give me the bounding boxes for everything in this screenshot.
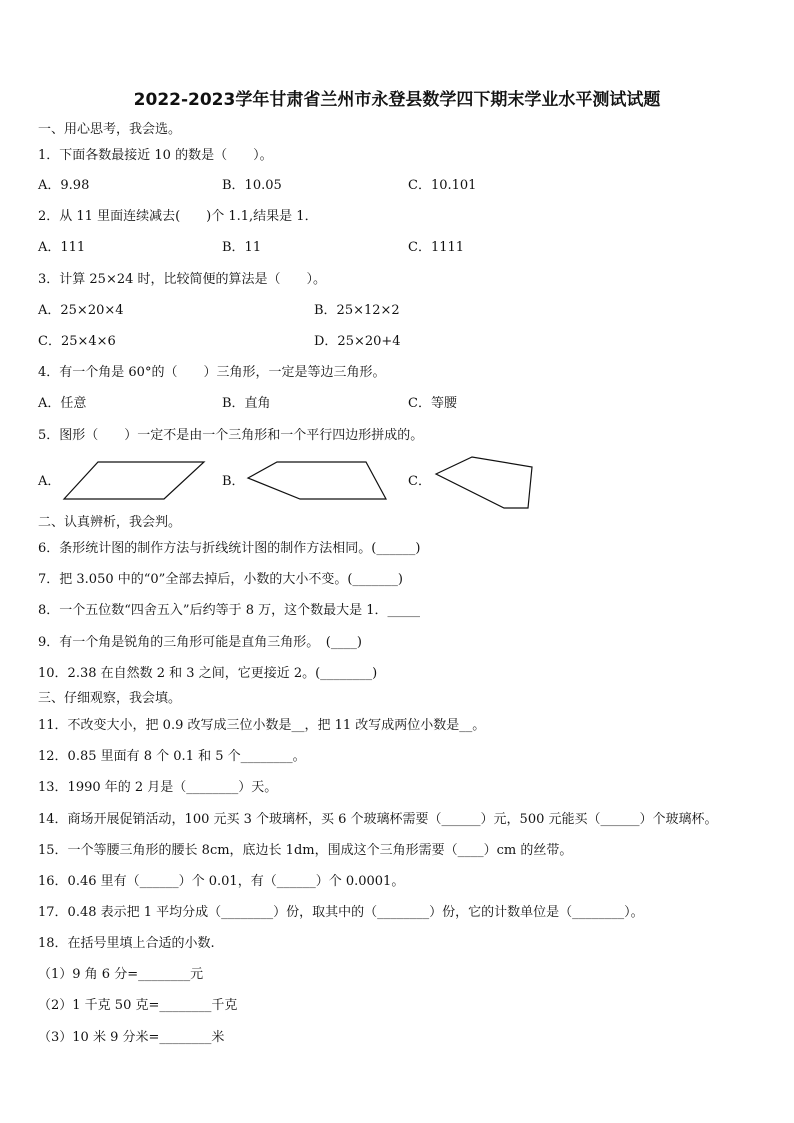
q18-item-2: （2）1 千克 50 克=________千克 bbox=[38, 998, 238, 1013]
q4-option-c: C．等腰 bbox=[408, 396, 457, 411]
question-11: 11．不改变大小，把 0.9 改写成三位小数是__，把 11 改写成两位小数是__。 bbox=[38, 718, 486, 733]
question-6: 6．条形统计图的制作方法与折线统计图的制作方法相同。(______) bbox=[38, 541, 421, 556]
q4-option-a: A．任意 bbox=[38, 396, 87, 411]
question-2: 2．从 11 里面连续减去( )个 1.1,结果是 1． bbox=[38, 209, 318, 224]
q18-item-3: （3）10 米 9 分米=________米 bbox=[38, 1030, 225, 1045]
question-14: 14．商场开展促销活动，100 元买 3 个玻璃杯，买 6 个玻璃杯需要（______）元，500 元能买（______）个玻璃杯。 bbox=[38, 812, 718, 827]
q5-option-b: B． bbox=[222, 474, 245, 489]
q1-option-a: A．9.98 bbox=[38, 178, 90, 193]
pentagon-figure-c bbox=[432, 454, 538, 512]
q2-option-c: C．1111 bbox=[408, 240, 465, 255]
q4-option-b: B．直角 bbox=[222, 396, 271, 411]
page-title: 2022-2023学年甘肃省兰州市永登县数学四下期末学业水平测试试题 bbox=[133, 90, 661, 110]
section-heading-fill: 三、仔细观察，我会填。 bbox=[38, 691, 182, 706]
q3-option-d: D．25×20+4 bbox=[314, 334, 401, 349]
question-9: 9．有一个角是锐角的三角形可能是直角三角形。 (____) bbox=[38, 635, 362, 650]
question-8: 8．一个五位数“四舍五入”后约等于 8 万，这个数最大是 1．_____ bbox=[38, 603, 421, 618]
q3-option-a: A．25×20×4 bbox=[38, 303, 124, 318]
question-12: 12．0.85 里面有 8 个 0.1 和 5 个________。 bbox=[38, 749, 306, 764]
question-15: 15．一个等腰三角形的腰长 8cm，底边长 1dm，围成这个三角形需要（____）cm 的丝带。 bbox=[38, 843, 573, 858]
q2-option-b: B．11 bbox=[222, 240, 262, 255]
q5-option-a: A． bbox=[38, 474, 61, 489]
parallelogram-figure-a bbox=[60, 458, 210, 504]
question-17: 17．0.48 表示把 1 平均分成（________）份，取其中的（________）份，它的计数单位是（________）。 bbox=[38, 905, 644, 920]
section-heading-judge: 二、认真辨析，我会判。 bbox=[38, 515, 182, 530]
question-18: 18．在括号里填上合适的小数. bbox=[38, 936, 215, 951]
question-4: 4．有一个角是 60°的（ ）三角形，一定是等边三角形。 bbox=[38, 365, 386, 380]
q3-option-c: C．25×4×6 bbox=[38, 334, 116, 349]
pentagon-figure-b bbox=[244, 458, 394, 504]
question-16: 16．0.46 里有（______）个 0.01，有（______）个 0.0001。 bbox=[38, 874, 405, 889]
question-7: 7．把 3.050 中的“0”全部去掉后，小数的大小不变。(_______) bbox=[38, 572, 403, 587]
question-5: 5．图形（ ）一定不是由一个三角形和一个平行四边形拼成的。 bbox=[38, 428, 424, 443]
q3-option-b: B．25×12×2 bbox=[314, 303, 400, 318]
question-1: 1．下面各数最接近 10 的数是（ ）。 bbox=[38, 148, 273, 163]
question-3: 3．计算 25×24 时，比较简便的算法是（ ）。 bbox=[38, 272, 327, 287]
question-13: 13．1990 年的 2 月是（________）天。 bbox=[38, 780, 278, 795]
section-heading-choice: 一、用心思考，我会选。 bbox=[38, 122, 182, 137]
q1-option-c: C．10.101 bbox=[408, 178, 477, 193]
q1-option-b: B．10.05 bbox=[222, 178, 282, 193]
question-10: 10．2.38 在自然数 2 和 3 之间，它更接近 2。(________) bbox=[38, 666, 378, 681]
q5-option-c: C． bbox=[408, 474, 431, 489]
q18-item-1: （1）9 角 6 分=________元 bbox=[38, 967, 204, 982]
q2-option-a: A．111 bbox=[38, 240, 86, 255]
